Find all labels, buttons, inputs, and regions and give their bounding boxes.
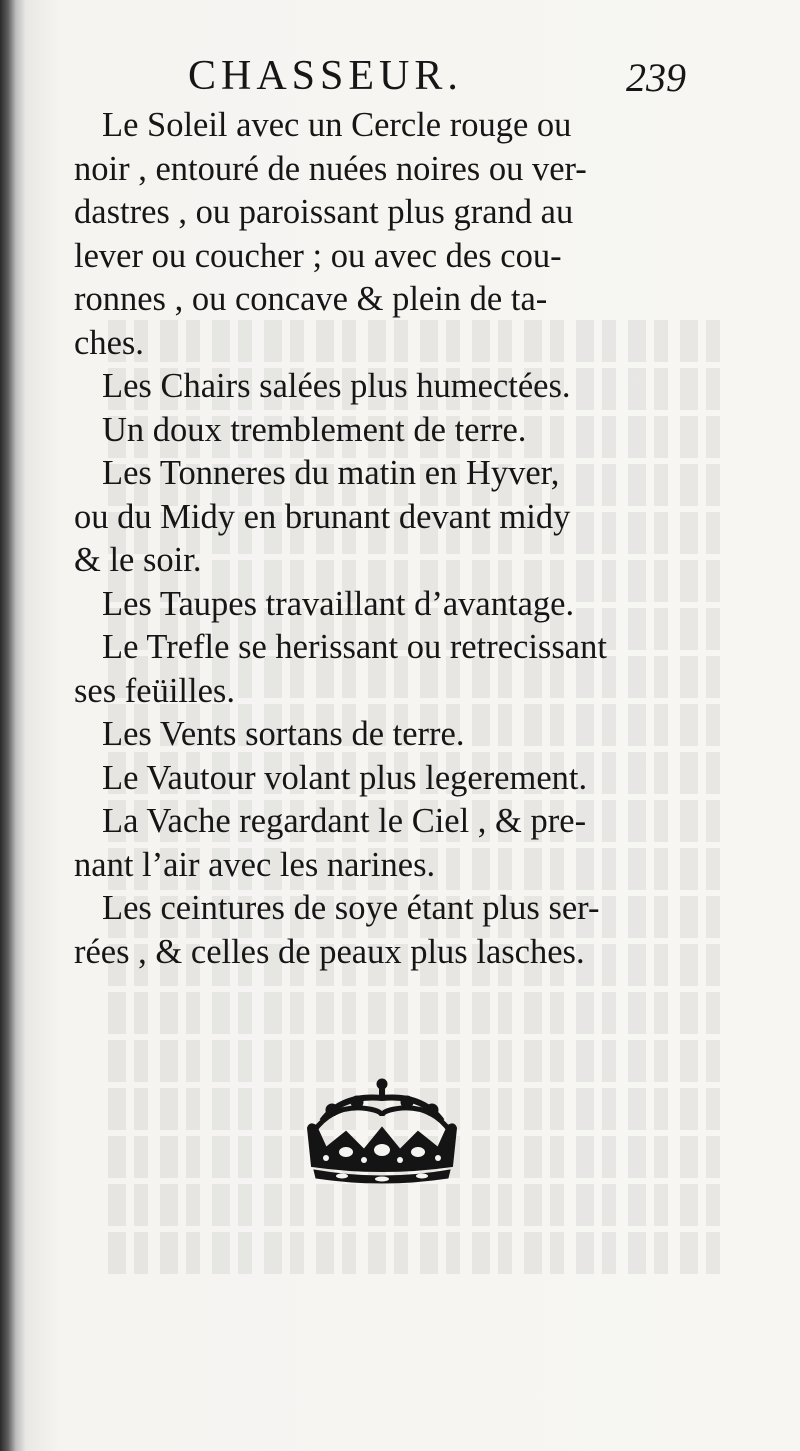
text-line: Le Vautour volant plus legerement. bbox=[102, 758, 588, 797]
text-line: Les ceintures de soye étant plus ser- bbox=[102, 889, 600, 927]
text-line: Un doux tremblement de terre. bbox=[102, 410, 527, 449]
text-line: ses feüilles. bbox=[74, 671, 235, 710]
text-line: Le Trefle se herissant ou retrecissant bbox=[102, 628, 607, 666]
text-line: noir , entouré de nuées noires ou ver- bbox=[74, 149, 587, 188]
text-line: Les Taupes travaillant d’avantage. bbox=[102, 584, 575, 623]
body-text bbox=[74, 104, 694, 974]
text-line: Le Soleil avec un Cercle rouge ou bbox=[102, 106, 572, 144]
text-line: ou du Midy en brunant devant midy bbox=[74, 497, 571, 536]
text-line: lever ou coucher ; ou avec des cou- bbox=[74, 236, 562, 275]
text-line: Les Chairs salées plus humectées. bbox=[102, 367, 571, 405]
text-line: & le soir. bbox=[74, 541, 202, 579]
page-header bbox=[0, 52, 800, 104]
text-line: nant l’air avec les narines. bbox=[74, 845, 436, 884]
text-line: ronnes , ou concave & plein de ta- bbox=[74, 280, 548, 318]
text-line: dastres , ou paroissant plus grand au bbox=[74, 193, 574, 231]
text-line: ches. bbox=[74, 323, 144, 362]
crown-ornament-icon bbox=[302, 1076, 462, 1186]
running-title: CHASSEUR. bbox=[188, 53, 463, 99]
text-line: Les Vents sortans de terre. bbox=[102, 715, 465, 753]
text-line: rées , & celles de peaux plus lasches. bbox=[74, 932, 585, 971]
text-line: Les Tonneres du matin en Hyver, bbox=[102, 454, 560, 492]
text-line: La Vache regardant le Ciel , & pre- bbox=[102, 802, 587, 840]
page-number: 239 bbox=[626, 55, 686, 100]
